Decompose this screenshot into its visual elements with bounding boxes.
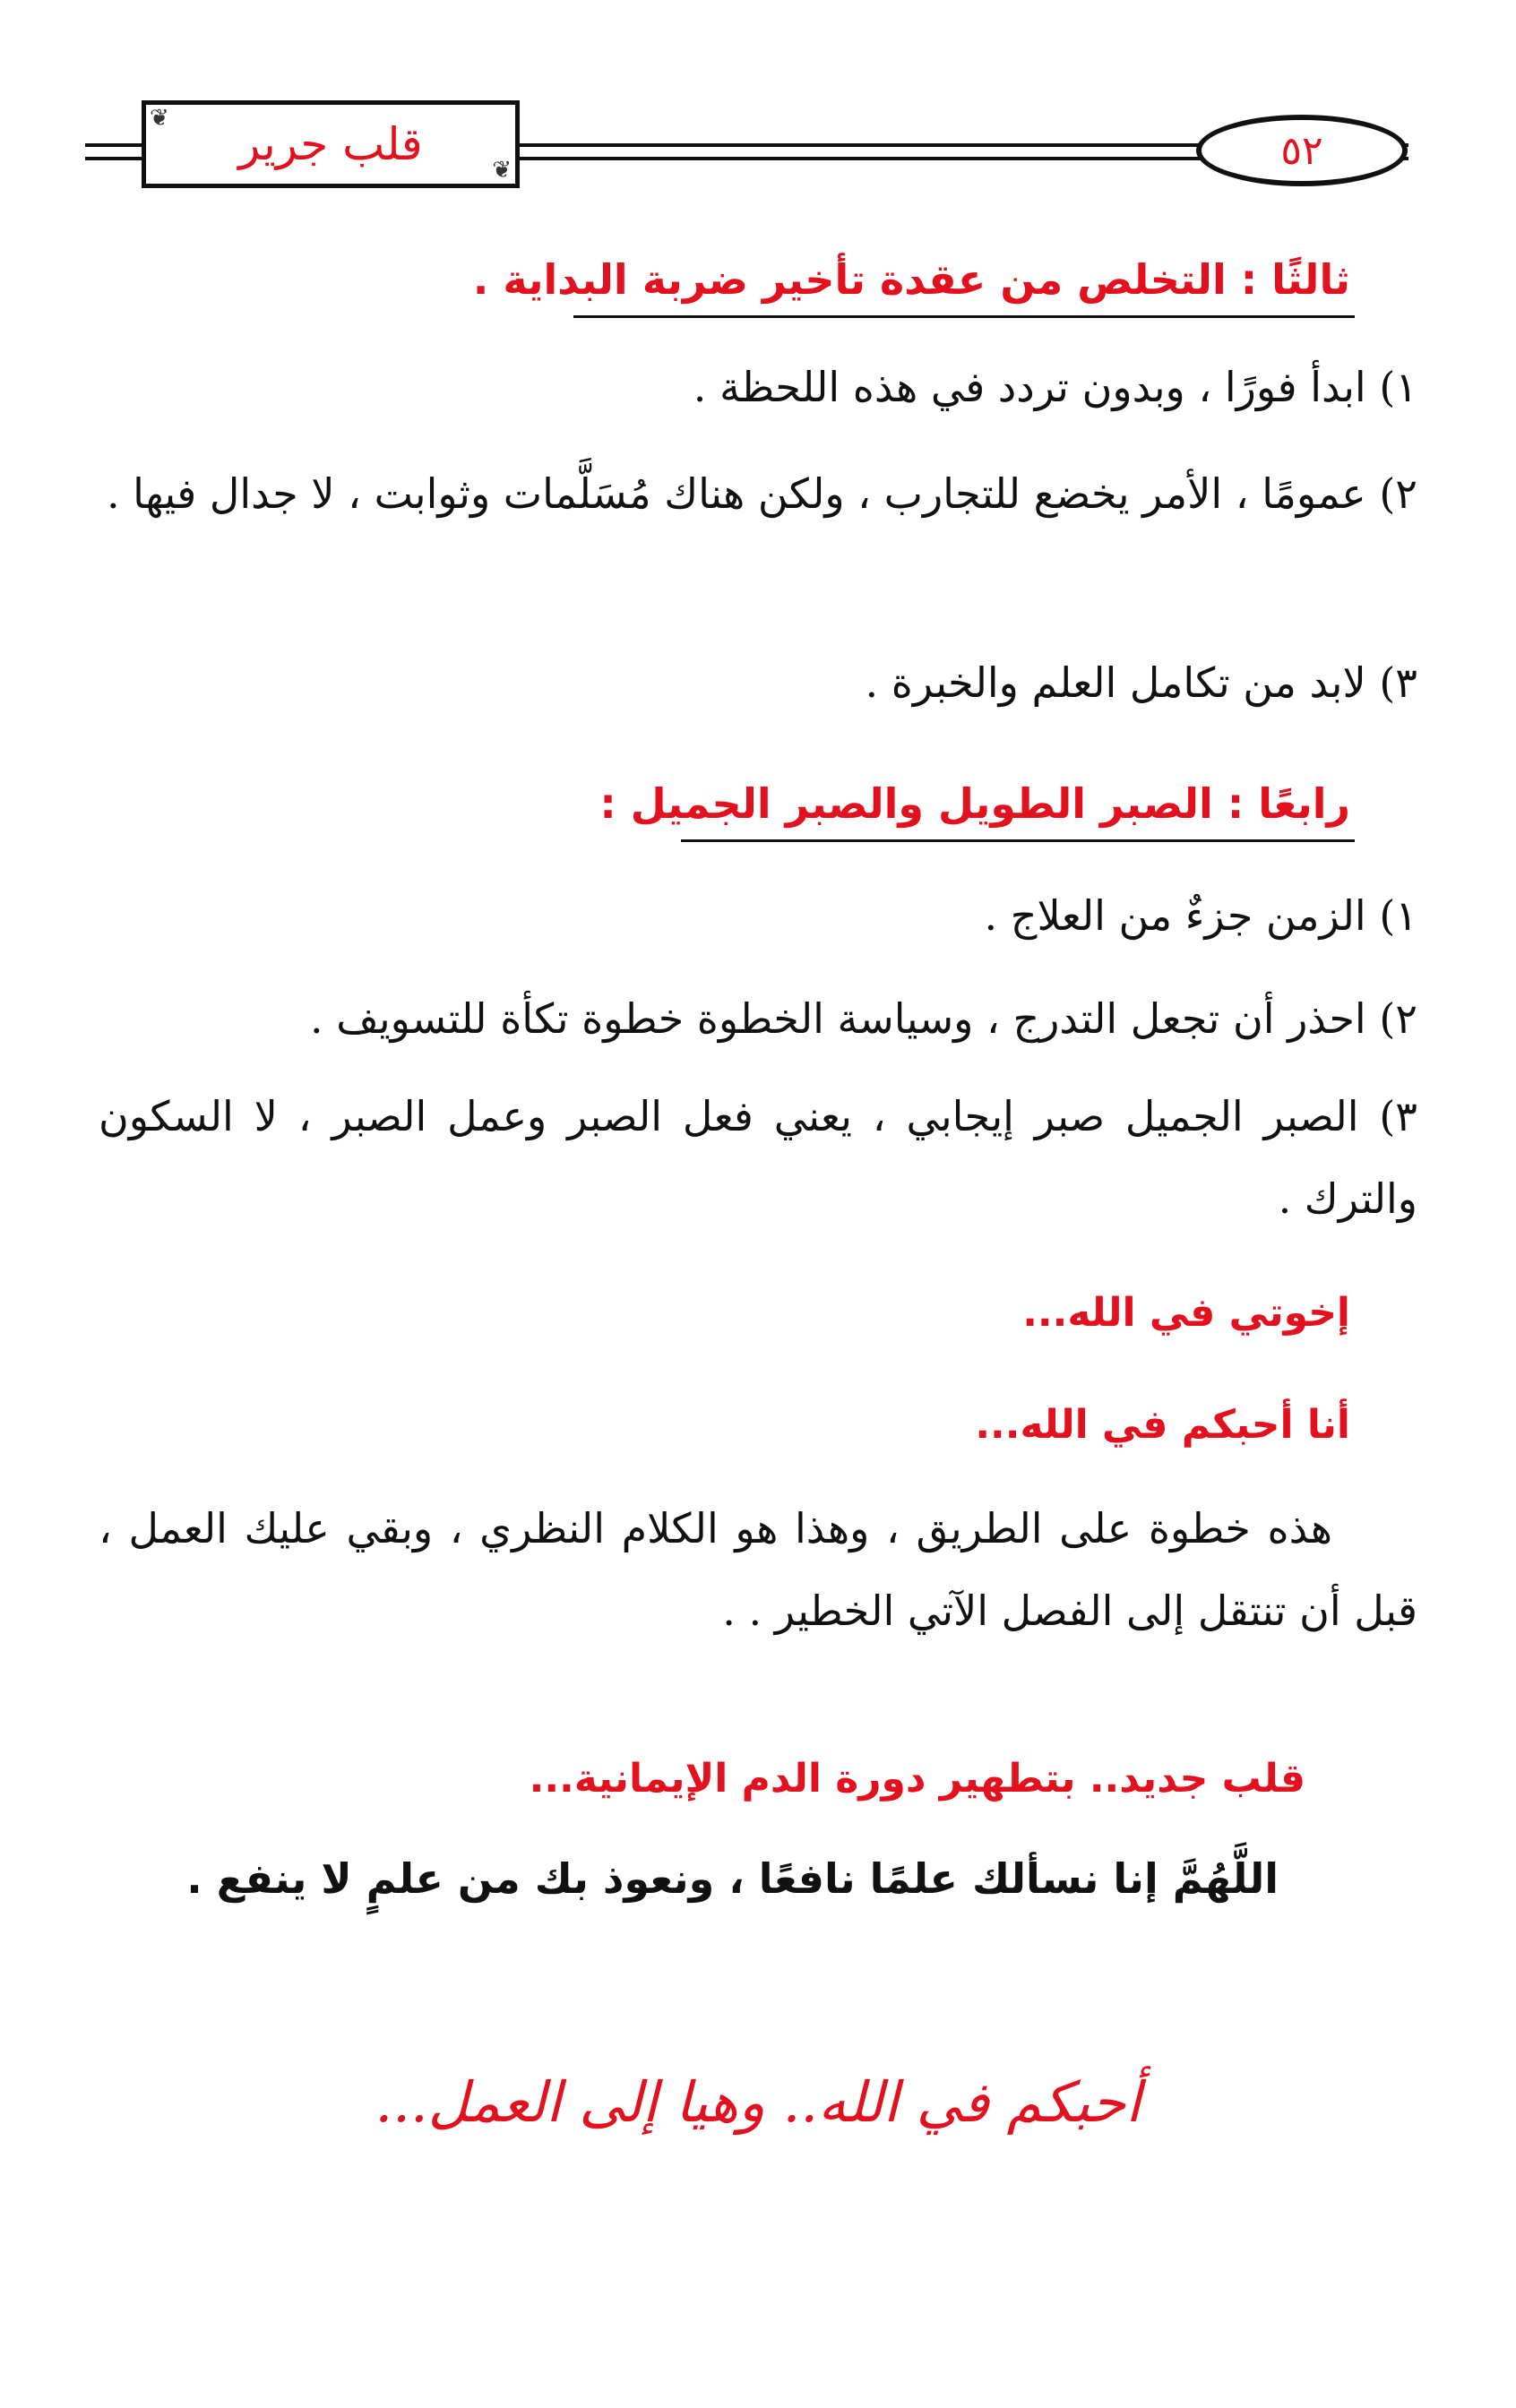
list-item: ٢) عمومًا ، الأمر يخضع للتجارب ، ولكن هناك مُسَلَّمات وثوابت ، لا جدال فيها . (106, 469, 1417, 518)
section-heading-fourth: رابعًا : الصبر الطويل والصبر الجميل : (599, 779, 1350, 828)
list-item: ٣) لابد من تكامل العلم والخبرة . (865, 658, 1417, 707)
running-title: قلب جرير (238, 118, 423, 170)
section-heading-third: ثالثًا : التخلص من عقدة تأخير ضربة البداية . (472, 255, 1350, 304)
heading-underline (681, 839, 1355, 842)
running-title-box (142, 100, 520, 188)
dua-line: اللَّهُمَّ إنا نسألك علمًا نافعًا ، ونعوذ بك من علمٍ لا ينفع . (186, 1854, 1279, 1903)
closing-call: أحبكم في الله.. وهيا إلى العمل... (375, 2069, 1141, 2135)
list-item: ١) الزمن جزءٌ من العلاج . (984, 891, 1417, 940)
new-heart-line: قلب جديد.. بتطهير دورة الدم الإيمانية... (529, 1756, 1305, 1802)
brothers-line: إخوتي في الله... (1022, 1290, 1350, 1336)
page-number-oval (1196, 115, 1408, 186)
love-line: أنا أحبكم في الله... (975, 1402, 1350, 1448)
closing-paragraph: هذه خطوة على الطريق ، وهذا هو الكلام النظري ، وبقي عليك العمل ، قبل أن تنتقل إلى الفصل الآتي الخطير . . (99, 1504, 1417, 1635)
page-number: ٥٢ (1280, 127, 1323, 174)
heading-underline (573, 315, 1355, 318)
corner-ornament-icon: ❦ (150, 105, 169, 132)
list-item: ٢) احذر أن تجعل التدرج ، وسياسة الخطوة خطوة تكأة للتسويف . (309, 994, 1417, 1043)
list-item: ١) ابدأ فورًا ، وبدون تردد في هذه اللحظة . (693, 363, 1417, 411)
corner-ornament-icon: ❦ (492, 157, 512, 184)
list-item: ٣) الصبر الجميل صبر إيجابي ، يعني فعل الصبر وعمل الصبر ، لا السكون والترك . (99, 1092, 1417, 1223)
